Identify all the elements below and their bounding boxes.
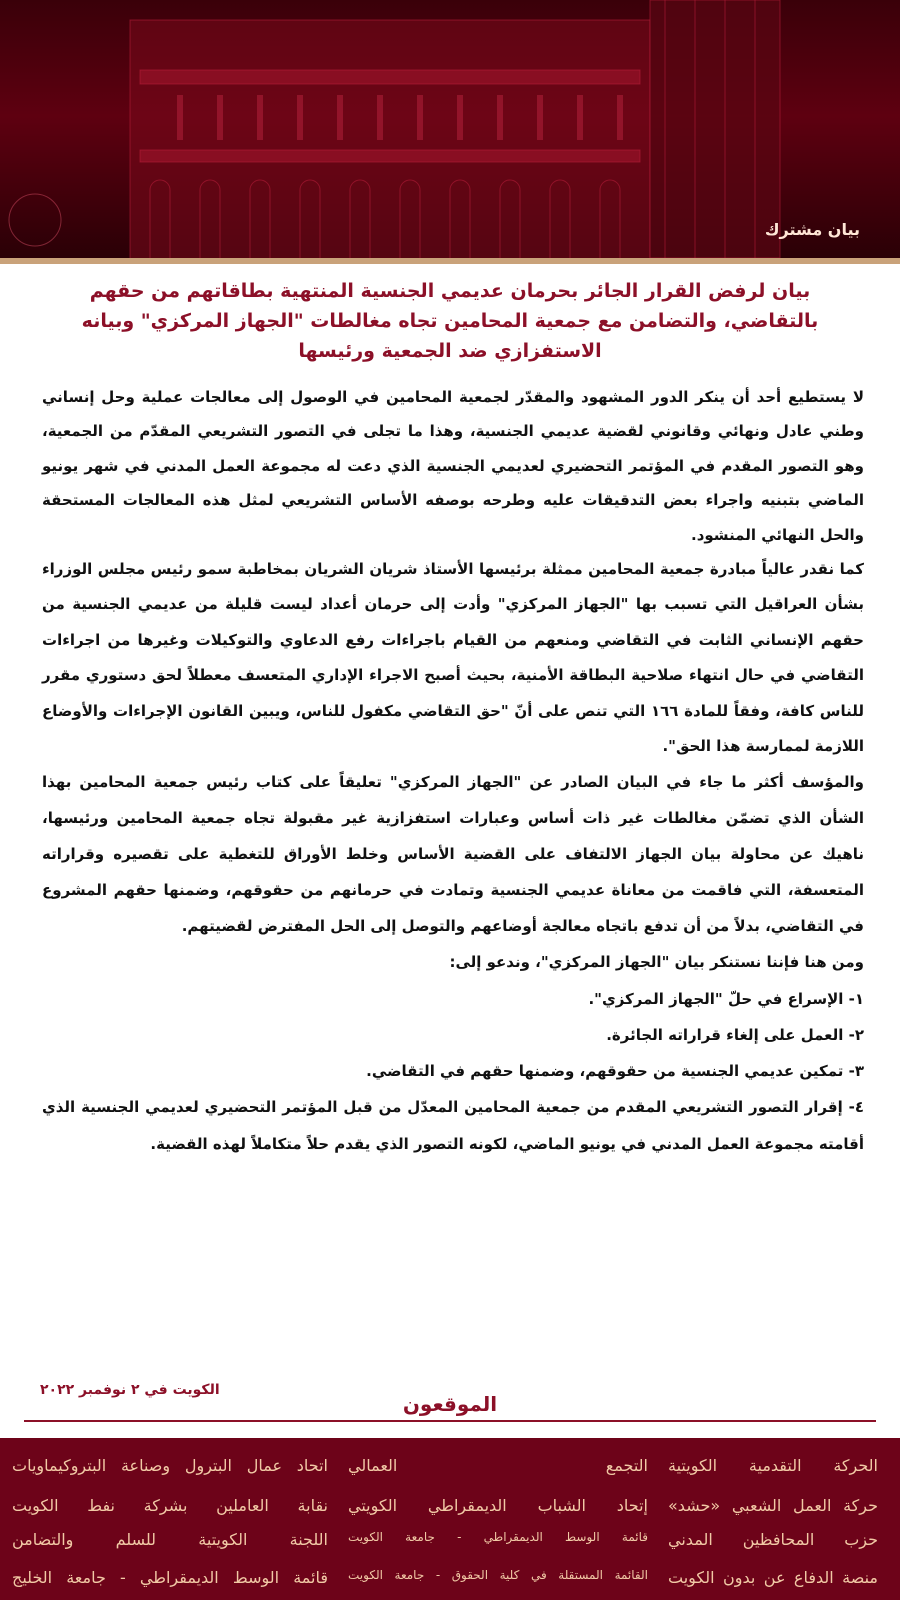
demand-2: ٢- العمل على إلغاء قراراته الجائرة. (606, 1026, 864, 1045)
signer-koc-union: نقابة العاملين بشركة نفط الكويت (12, 1496, 328, 1515)
signer-workers-gathering: التجمع العمالي (348, 1456, 648, 1475)
signers-heading (0, 1392, 900, 1416)
signer-bedoon-defense-platform: منصة الدفاع عن بدون الكويت (668, 1568, 878, 1587)
statement-headline: بيان لرفض القرار الجائر بحرمان عديمي الجنسية المنتهية بطاقاتهم من حقهم بالتقاضي، والتضامن مع جمعية المحامين تجاه مغالطات "الجهاز المركزي" وبيانه الاستفزازي ضد الجمعية ورئيسها (81, 280, 819, 362)
signer-peace-solidarity-committee: اللجنة الكويتية للسلم والتضامن (12, 1530, 328, 1549)
hero-banner (0, 0, 900, 258)
signer-democratic-youth-union: إتحاد الشباب الديمقراطي الكويتي (348, 1496, 648, 1515)
paragraph-3: والمؤسف أكثر ما جاء في البيان الصادر عن "الجهاز المركزي" تعليقاً على كتاب رئيس جمعية المحامين بهذا الشأن الذي تضمّن مغالطات غير ذات أساس وعبارات استفزازية غير مقبولة تجاه جمعية المحامين ورئيسها، ناهيك عن محاولة بيان الجهاز الالتفاف على القضية الأساس وخلط الأوراق للتغطية على تقصيره وقراراته المتعسفة، التي فاقمت من معاناة عديمي الجنسية وتمادت في حرمانهم من حقوقهم، وضمنها حقهم المشروع في التقاضي، بدلاً من أن تدفع باتجاه معالجة أوضاعهم والتوصل إلى الحل المفترض لقضيتهم. (42, 773, 864, 936)
statement-date: الكويت في ٢ نوفمبر ٢٠٢٢ (40, 1382, 220, 1398)
signer-hashd: حركة العمل الشعبي «حشد» (668, 1496, 878, 1515)
signer-democratic-center-ku: قائمة الوسط الديمقراطي - جامعة الكويت (348, 1530, 648, 1544)
signer-progressive-movement: الحركة التقدمية الكويتية (668, 1456, 878, 1475)
demand-3: ٣- تمكين عديمي الجنسية من حقوقهم، وضمنها حقهم في التقاضي. (366, 1062, 864, 1081)
signers-divider (24, 1420, 876, 1422)
hero-tag: بيان مشترك (764, 220, 860, 239)
statement-body (42, 380, 864, 1163)
paragraph-4: ومن هنا فإننا نستنكر بيان "الجهاز المركزي"، وندعو إلى: (449, 953, 864, 972)
signer-independent-law-list: القائمة المستقلة في كلية الحقوق - جامعة الكويت (348, 1568, 648, 1582)
demand-1: ١- الإسراع في حلّ "الجهاز المركزي". (588, 990, 864, 1009)
paragraph-2: كما نقدر عالياً مبادرة جمعية المحامين ممثلة برئيسها الأستاذ شريان الشريان بمخاطبة سمو رئيس مجلس الوزراء بشأن العراقيل التي تسبب بها "الجهاز المركزي" وأدت إلى حرمان أعداد ليست قليلة من عديمي الجنسية من حقهم الإنساني الثابت في التقاضي ومنعهم من القيام باجراءات رفع الدعاوي والتوكيلات وغيرها من اجراءات التقاضي في حال انتهاء صلاحية البطاقة الأمنية، بحيث أصبح الاجراء الإداري المتعسف معطلاً لحق دستوري مقرر للناس كافة، وفقاً للمادة ١٦٦ التي تنص على أنّ "حق التقاضي مكفول للناس، ويبين القانون الإجراءات والأوضاع اللازمة لممارسة هذا الحق". (42, 560, 864, 756)
signer-democratic-center-gust: قائمة الوسط الديمقراطي - جامعة الخليج (12, 1568, 328, 1587)
demand-4: ٤- إقرار التصور التشريعي المقدم من جمعية المحامين المعدّل من قبل المؤتمر التحضيري لعديمي الجنسية الذي أقامته مجموعة العمل المدني في يونيو الماضي، لكونه التصور الذي يقدم حلاً متكاملاً لهذه القضية. (42, 1098, 864, 1153)
signer-civil-conservatives: حزب المحافظين المدني (668, 1530, 878, 1549)
signers-title: الموقعون (389, 1392, 511, 1416)
paragraph-1: لا يستطيع أحد أن ينكر الدور المشهود والمقدّر لجمعية المحامين في الوصول إلى معالجات عملية وحل إنساني وطني عادل ونهائي وقانوني لقضية عديمي الجنسية، وهذا ما تجلى في التصور التشريعي المقدّم من الجمعية، وهو التصور المقدم في المؤتمر التحضيري لعديمي الجنسية الذي دعت له مجموعة العمل المدني في شهر يونيو الماضي بتبنيه واجراء بعض التدقيقات عليه وطرحه بوصفه الأساس التشريعي لمثل هذه المعالجات المستحقة والحل النهائي المنشود. (42, 388, 864, 544)
accent-divider (0, 258, 900, 264)
signer-petroleum-workers-union: اتحاد عمال البترول وصناعة البتروكيماويات (12, 1456, 328, 1475)
